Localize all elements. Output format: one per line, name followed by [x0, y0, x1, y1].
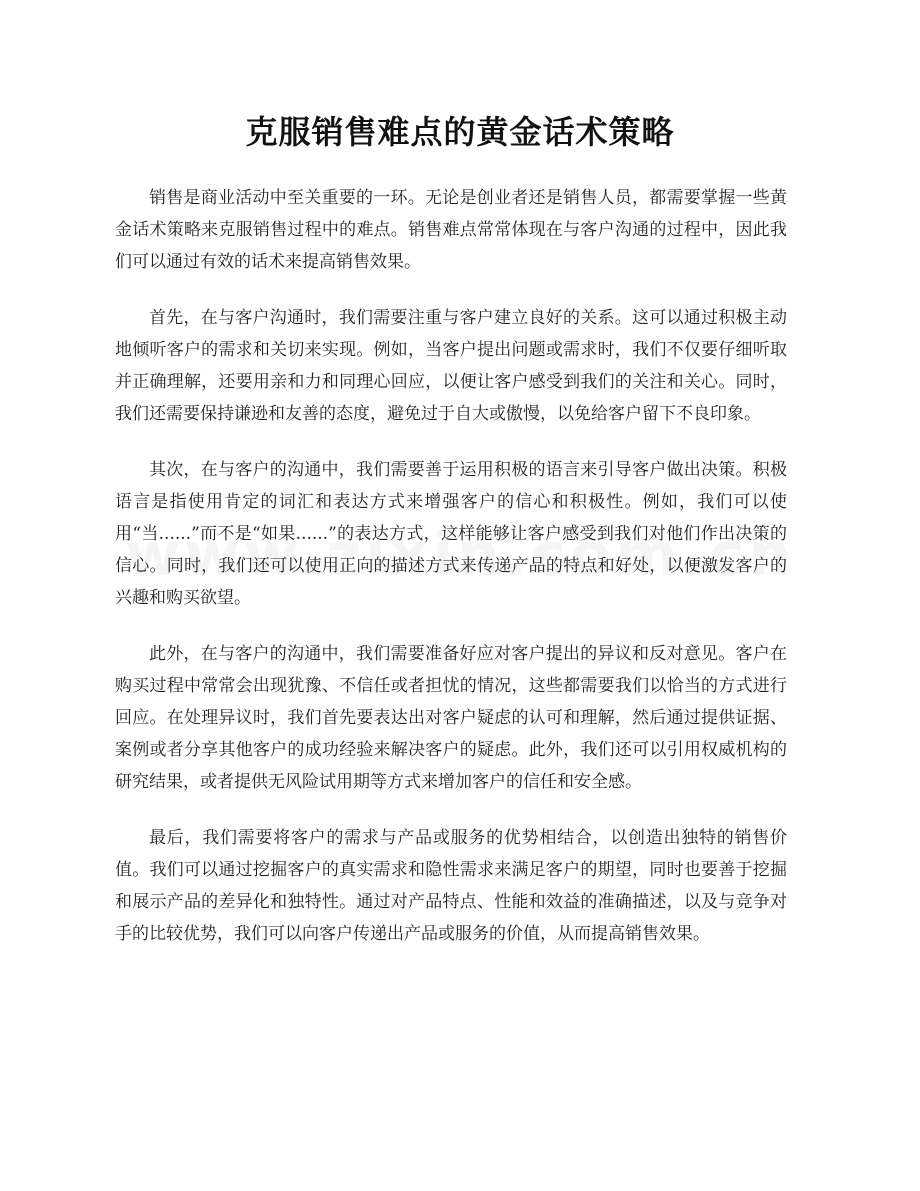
page-title: 克服销售难点的黄金话术策略: [245, 113, 675, 151]
paragraph-1: 销售是商业活动中至关重要的一环。无论是创业者还是销售人员，都需要掌握一些黄金话术策略来克服销售过程中的难点。销售难点常常体现在与客户沟通的过程中，因此我们可以通过有效的话术来提高销售效果。: [115, 188, 787, 272]
document-body: [115, 182, 787, 974]
paragraph-4: 此外，在与客户的沟通中，我们需要准备好应对客户提出的异议和反对意见。客户在购买过程中常常会出现犹豫、不信任或者担忧的情况，这些都需要我们以恰当的方式进行回应。在处理异议时，我们首先要表达出对客户疑虑的认可和理解，然后通过提供证据、案例或者分享其他客户的成功经验来解决客户的疑虑。此外，我们还可以引用权威机构的研究结果，或者提供无风险试用期等方式来增加客户的信任和安全感。: [115, 644, 787, 792]
paragraph-5: 最后，我们需要将客户的需求与产品或服务的优势相结合，以创造出独特的销售价值。我们可以通过挖掘客户的真实需求和隐性需求来满足客户的期望，同时也要善于挖掘和展示产品的差异化和独特性。通过对产品特点、性能和效益的准确描述，以及与竞争对手的比较优势，我们可以向客户传递出产品或服务的价值，从而提高销售效果。: [115, 828, 787, 944]
paragraph-3: 其次，在与客户的沟通中，我们需要善于运用积极的语言来引导客户做出决策。积极语言是指使用肯定的词汇和表达方式来增强客户的信心和积极性。例如，我们可以使用“当......”而不是“如果......”的表达方式，这样能够让客户感受到我们对他们作出决策的信心。同时，我们还可以使用正向的描述方式来传递产品的特点和好处，以便激发客户的兴趣和购买欲望。: [115, 460, 787, 608]
paragraph-2: 首先，在与客户沟通时，我们需要注重与客户建立良好的关系。这可以通过积极主动地倾听客户的需求和关切来实现。例如，当客户提出问题或需求时，我们不仅要仔细听取并正确理解，还要用亲和力和同理心回应，以便让客户感受到我们的关注和关心。同时，我们还需要保持谦逊和友善的态度，避免过于自大或傲慢，以免给客户留下不良印象。: [115, 308, 787, 424]
